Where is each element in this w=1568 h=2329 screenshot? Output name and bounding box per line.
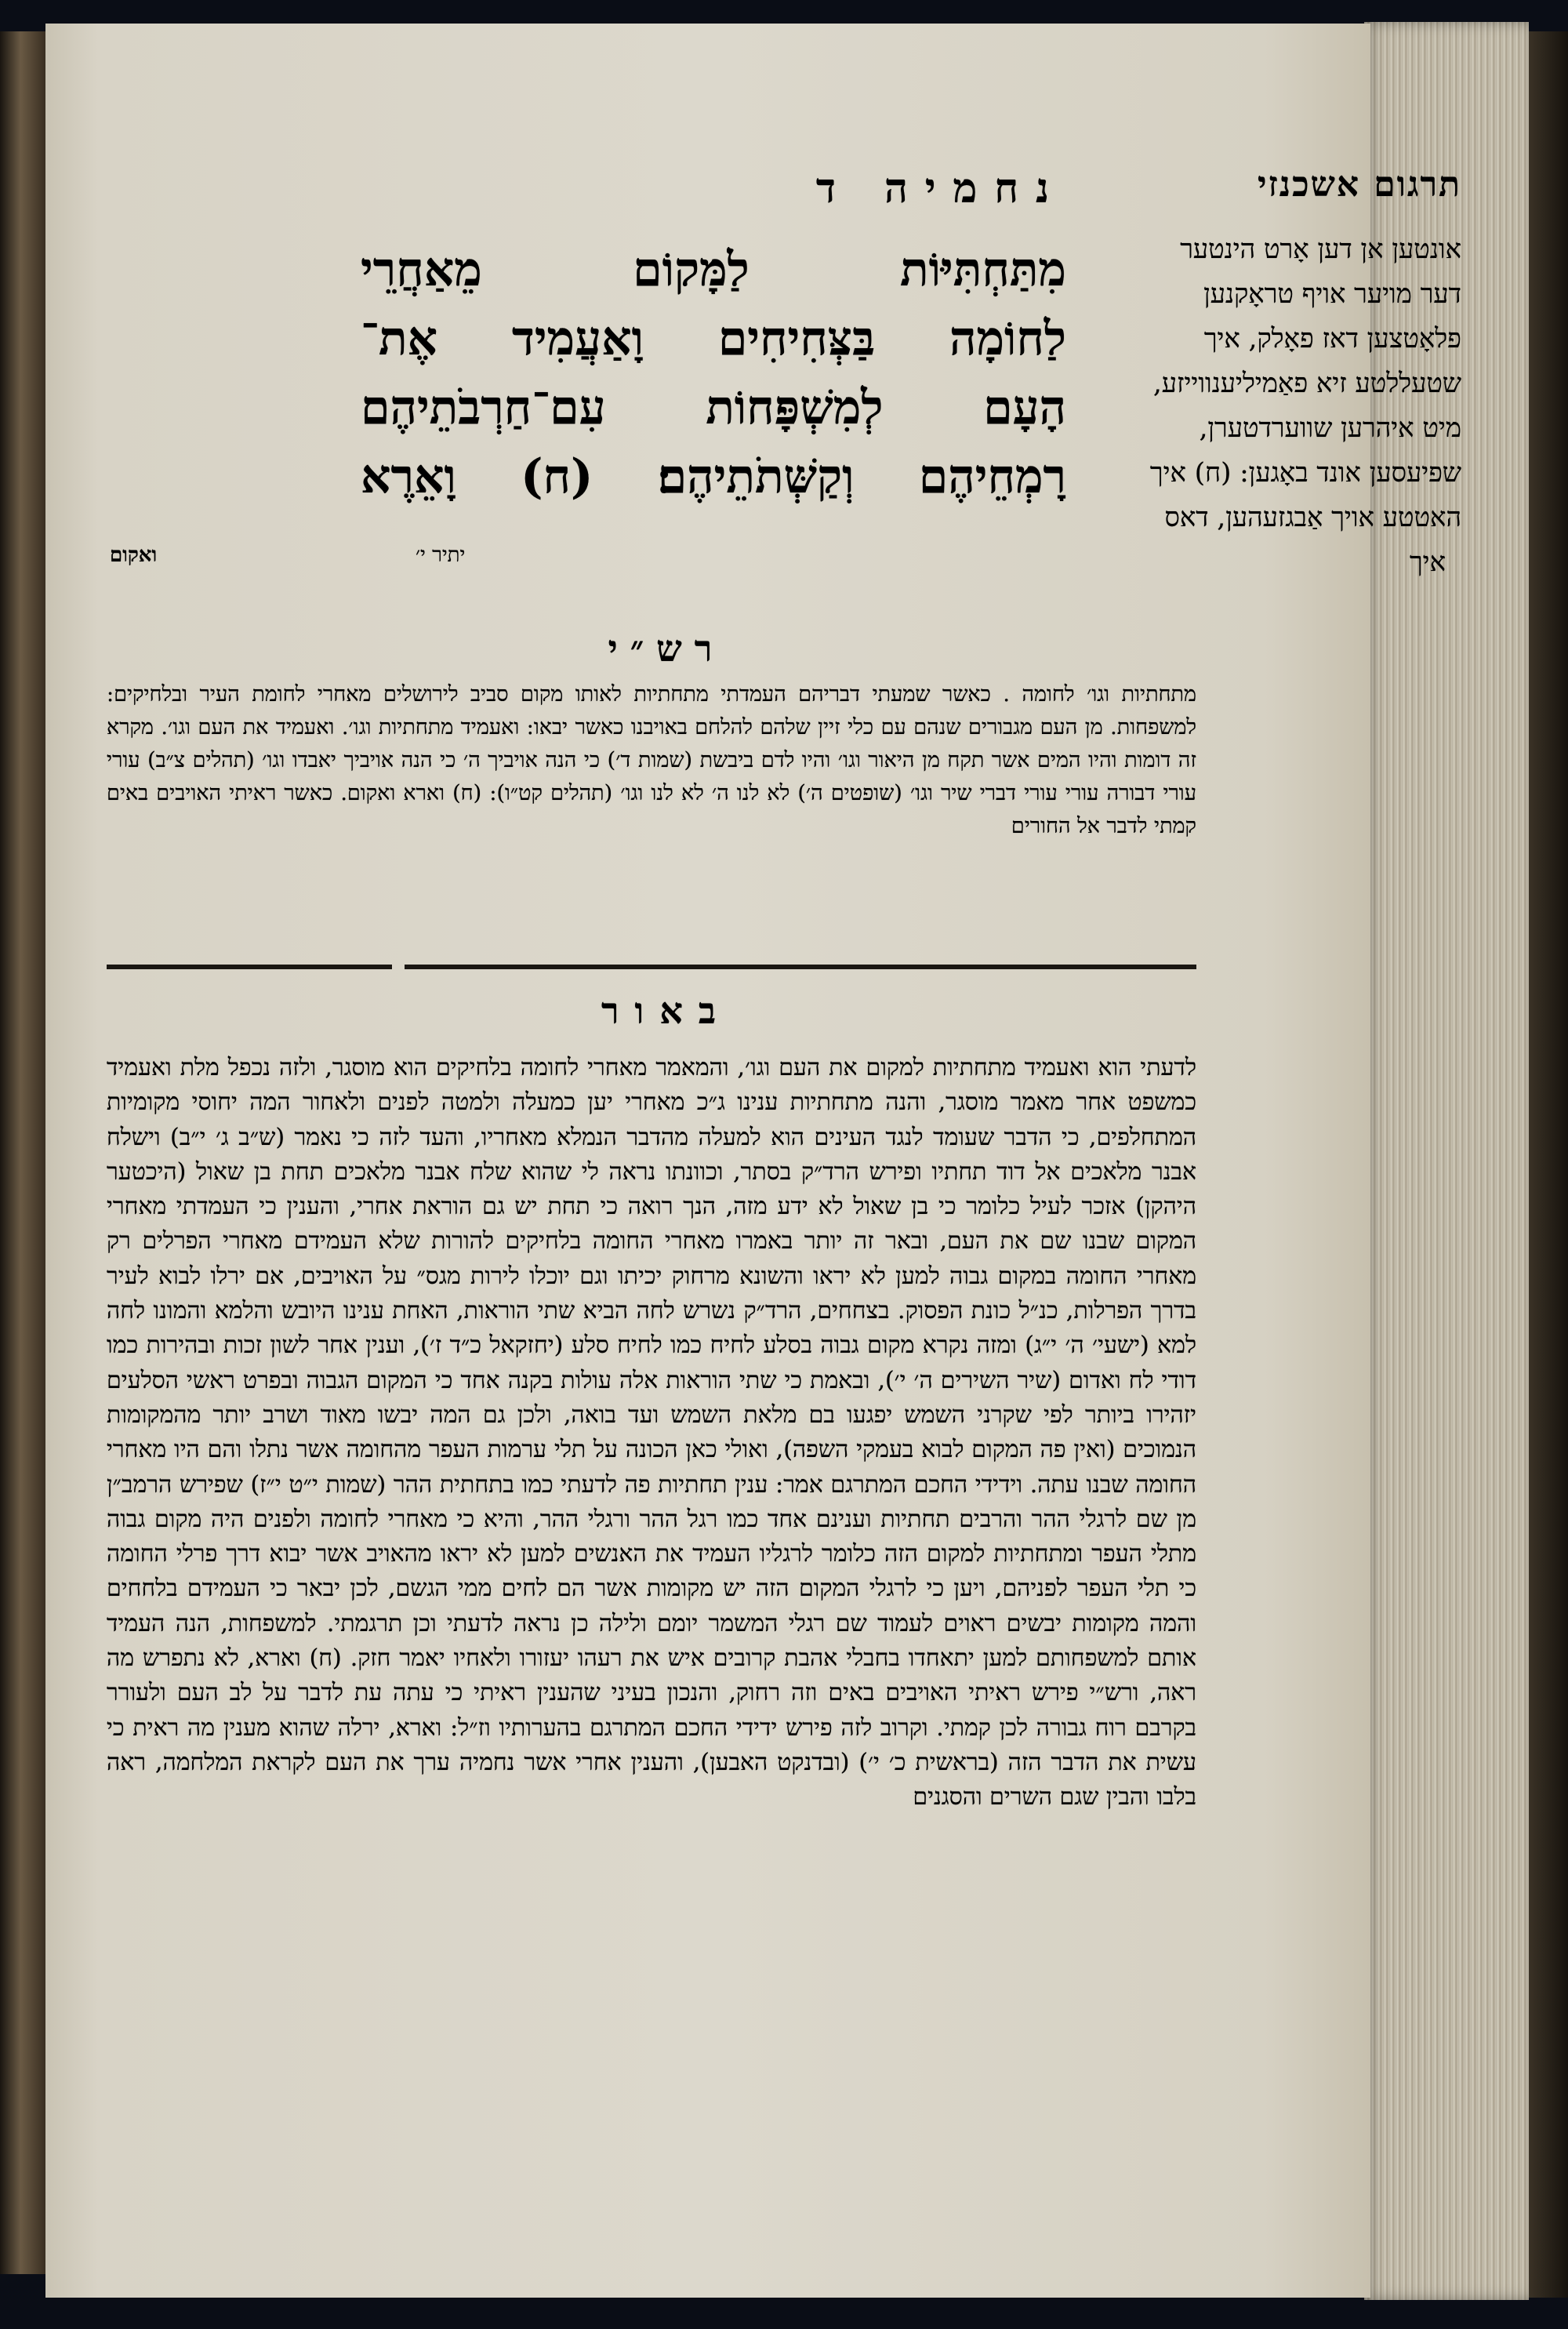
targum-line: שפיעסען אונד באָגען: (ח) איך xyxy=(1149,457,1461,489)
catchword: ואקום xyxy=(110,543,158,567)
verse-line: הָעָם לְמִשְׁפָּחוֹת עִם־חַרְבֹתֵיהֶם xyxy=(361,380,1066,435)
divider-rule xyxy=(405,965,1196,969)
rashi-title: רש״י xyxy=(608,627,725,670)
rashi-commentary: מתחתיות וגו׳ לחומה . כאשר שמעתי דבריהם העמדתי מתחתיות לאותו מקום סביב לירושלים מאחרי לחומת העיר ובלחיקים: למשפחות. מן העם מגבורים שנהם עם כלי זיין שלהם להלחם באויבנו כאשר יבאו: ואעמיד מתחתיות וגו׳. ואעמיד את העם וגו׳. מקרא זה דומות והיו המים אשר תקח מן היאור וגו׳ והיו לדם ביבשת (שמות ד׳) כי הנה אויביך ה׳ כי הנה אויביך יאבדו וגו׳ (תהלים צ״ב) עורי עורי דבורה עורי עורי דברי שיר וגו׳ (שופטים ה׳) לא לנו ה׳ לא לנו וגו׳ (תהלים קט״ו): (ח) וארא ואקום. כאשר ראיתי האויבים באים קמתי לדבר אל החורים xyxy=(107,682,1196,838)
targum-line: דער מויער אויף טראָקנען xyxy=(1203,278,1461,310)
chapter-title: נחמיה ד xyxy=(815,165,1066,213)
targum-title: תרגום אשכנזי xyxy=(1257,165,1461,205)
targum-line: אונטען אן דען אָרט הינטער xyxy=(1180,234,1461,265)
targum-line: פלאָטצען דאז פאָלק, איך xyxy=(1203,323,1461,354)
verse-text xyxy=(361,235,1066,511)
verse-line: רָמְחֵיהֶם וְקַשְּׁתֹתֵיהֶם׃ (ח) וָאֵרֶא xyxy=(361,449,1066,504)
left-page-edge xyxy=(0,31,45,2274)
verse-line: מִתַּחְתִּיּוֹת לַמָּקוֹם מֵאַחֲרֵי xyxy=(361,242,1066,297)
targum-line: מיט איהרען שווערדטערן, xyxy=(1199,412,1461,444)
targum-text xyxy=(1116,227,1461,585)
divider-rule xyxy=(107,965,392,969)
book-cover-edge xyxy=(1529,31,1568,2298)
verse-line: לַחוֹמָה בַּצְּחִיחִים וָאַעֲמִיד אֶת־ xyxy=(361,311,1066,366)
biur-title: באור xyxy=(601,990,732,1032)
margin-note: יתיר י׳ xyxy=(416,543,466,567)
biur-commentary: לדעתי הוא ואעמיד מתחתיות למקום את העם וגו׳, והמאמר מאחרי לחומה בלחיקים הוא מוסגר, ולזה נכפל מלת ואעמיד כמשפט אחר מאמר מוסגר, והנה מתחתיות ענינו ג״כ מאחרי יען כמעלה ולמטה לפנים ולאחור המה יחוסי מקומיות המתחלפים, כי הדבר שעומד לנגד העינים הוא למעלה מהדבר הנמלא מאחריו, והעד לזה כי נאמר (ש״ב ג׳ י״ב) וישלח אבנר מלאכים אל דוד תחתיו ופירש הרד״ק בסתר, וכוונתו נראה לי שהוא שלח אבנר מלאכים תחת בן שאול (היכטער היהקן) אזכר לעיל כלומר כי בן שאול לא ידע מזה, הנך רואה כי תחת יש גם הוראת אחרי, והענין כי העמדתי מאחרי המקום שבנו שם את העם, ובאר זה יותר באמרו מאחרי החומה בלחיקים להורות שלא העמידם מאחרי הפרלים רק מאחרי החומה במקום גבוה למען לא יראו והשונא מרחוק יכיתו וגם יוכלו לירות מגס״ על האויבים, אם ירלו לבוא לעיר בדרך הפרלות, כנ״ל כונת הפסוק. בצחחים, הרד״ק נשרש לחה הביא שתי הוראות, האחת ענינו היובש והלמא והמונו לחה למא (ישעי׳ ה׳ י״ג) ומזה נקרא מקום גבוה בסלע לחיח כמו לחיח סלע (יחזקאל כ״ד ז׳), וענין אחר לשון זכות ובהירות כמו דודי לח ואדום (שיר השירים ה׳ י׳), ובאמת כי שתי הוראות אלה עולות בקנה אחד כי המקום הגבוה ובפרט ראשי הסלעים יזהירו ביותר לפי שקרני השמש יפגעו בם מלאת השמש ועד בואה, ולכן גם המה יבשו מאוד ושרב יותר מהמקומות הנמוכים (ואין פה המקום לבוא בעמקי השפה), ואולי כאן הכונה על תלי ערמות העפר מהחומה אשר נתלו והם היו מאחרי החומה שבנו עתה. וידידי החכם המתרגם אמר: ענין תחתיות פה לדעתי כמו בתחתית ההר (שמות י״ט י״ז) שפירש הרמב״ן מן שם לרגלי ההר והרבים תחתיות וענינם אחד כמו רגל ההר ורגלי ההר, והיא כי מאחרי לחומה ולפנים היה מקום גבוה מתלי העפר ומתחתיות למקום הזה כלומר לרגליו העמיד את האנשים למען לא יראו מהאויב אשר יבוא דרך פרלי החומה כי תלי העפר לפניהם, ויען כי לרגלי המקום הזה יש מקומות אשר הם לחים ממי הגשם, לכן יבאר כי העמידם בלחחים והמה מקומות יבשים ראוים לעמוד שם רגלי המשמר יומם ולילה כן נראה לדעתי וכן תרגמתי. למשפחות, הנה העמיד אותם למשפחותם למען יתאחדו בחבלי אהבת קרובים איש את רעהו יעזורו ולאחיו יאמר חזק. (ח) וארא, לא נתפרש מה ראה, ורש״י פירש ראיתי האויבים באים וזה רחוק, והנכון בעיני שהענין ראיתי כי עתה עת לדבר על לב העם ולעורר בקרבם רוח גבורה לכן קמתי. וקרוב לזה פירש ידידי החכם המתרגם בהערותיו וז״ל: וארא, ירלה שהוא מענין מה ראית כי עשית את הדבר הזה (בראשית כ׳ י׳) (ובדנקט האבען), והענין אחרי אשר נחמיה ערך את העם לקראת המלחמה, ראה בלבו והבין שגם השרים והסגנים xyxy=(107,1054,1196,1811)
targum-line: איך xyxy=(1409,547,1446,578)
targum-line: שטעללטע זיא פאַמיליענווייזע, xyxy=(1152,368,1461,399)
targum-line: האטטע אויך אַבגזעהען, דאס xyxy=(1164,502,1461,533)
